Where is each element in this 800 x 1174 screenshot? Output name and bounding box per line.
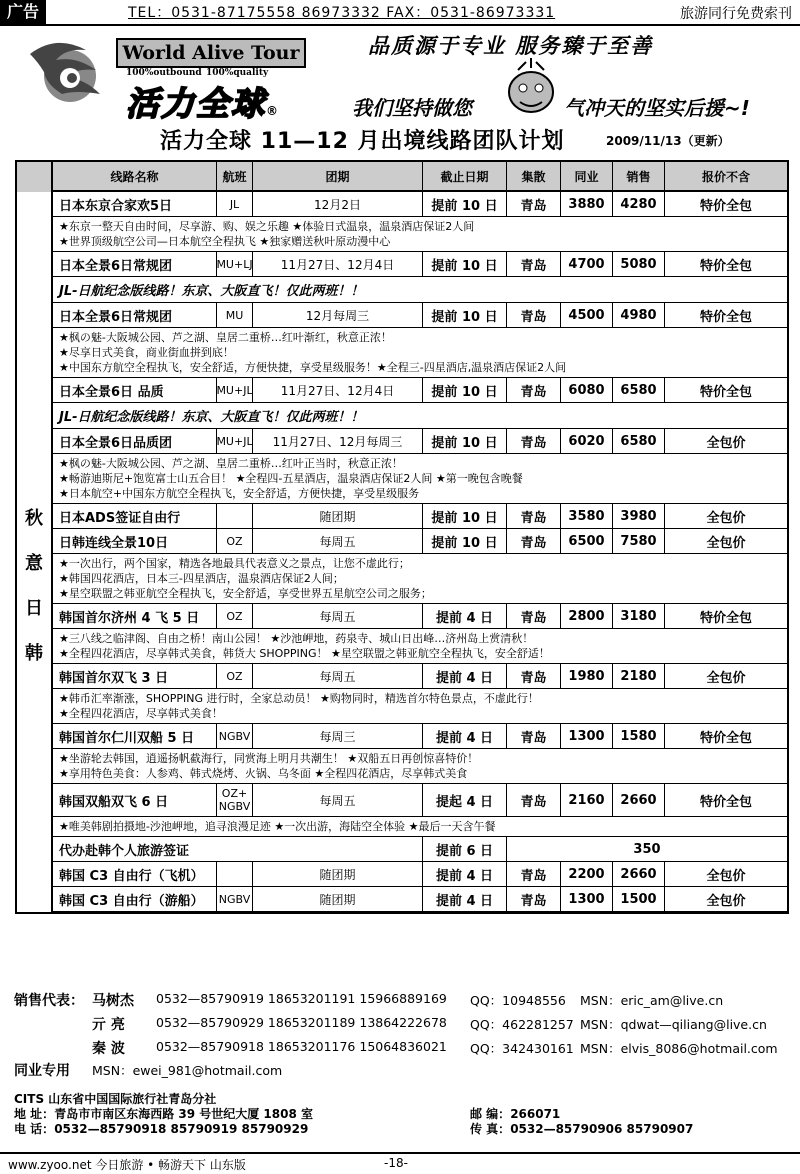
sale-price-cell: 2660 xyxy=(613,784,665,816)
note-line: ★畅游迪斯尼+饱览富士山五合目！ ★全程四-五星酒店，温泉酒店保证2人间 ★第一晚包含晚餐 xyxy=(59,472,523,485)
deadline-cell: 提前 10 日 xyxy=(423,303,507,327)
table-body xyxy=(17,192,787,912)
hub-cell: 青岛 xyxy=(507,303,561,327)
column-header: 线路名称 xyxy=(53,162,217,190)
route-name: 日本全景6日品质团 xyxy=(53,429,217,453)
slogan-line-2b: 气冲天的坚实后援~! xyxy=(564,96,750,120)
deadline-cell: 提前 10 日 xyxy=(423,252,507,276)
note-line: ★东京一整天自由时间，尽享游、购、娱之乐趣 ★体验日式温泉，温泉酒店保证2人间 xyxy=(59,220,475,233)
route-name: 韩国双船双飞 6 日 xyxy=(53,784,217,816)
page-number: -18- xyxy=(384,1156,408,1170)
table-header xyxy=(53,162,787,192)
tour-table xyxy=(15,160,789,914)
rep-qq: QQ：342430161 xyxy=(470,1041,574,1056)
deadline-cell: 提前 10 日 xyxy=(423,529,507,553)
flight-cell: OZ xyxy=(217,529,253,553)
peer-price-cell: 2200 xyxy=(561,862,613,886)
side-label-char: 韩 xyxy=(25,643,43,664)
sale-price-cell: 2180 xyxy=(613,664,665,688)
price-note-cell: 全包价 xyxy=(706,510,746,526)
registered-mark: ® xyxy=(266,104,280,118)
hub-cell: 青岛 xyxy=(507,378,561,402)
deadline-cell: 提前 4 日 xyxy=(423,724,507,748)
side-label-char: 日 xyxy=(25,598,43,619)
flight-cell: OZ xyxy=(217,664,253,688)
tour-dates: 每周五 xyxy=(253,664,423,688)
promo-banner: JL-日航纪念版线路！东京、大阪直飞！仅此两班！！ xyxy=(53,403,787,429)
sale-price-cell: 6580 xyxy=(613,429,665,453)
route-name: 日本东京合家欢5日 xyxy=(53,192,217,216)
top-bar xyxy=(0,0,800,26)
note-line: ★枫の魅-大阪城公园、芦之湖、皇居二重桥…红叶正当时，秋意正浓！ xyxy=(59,457,403,470)
price-note-cell: 特价全包 xyxy=(699,198,752,214)
route-name: 韩国首尔双飞 3 日 xyxy=(53,664,217,688)
note-line: ★韩币汇率渐涨，SHOPPING 进行时，全家总动员！ ★购物同时，精选首尔特色景点，不虚此行！ xyxy=(59,692,539,705)
tour-dates: 随团期 xyxy=(253,887,423,911)
company-postcode: 邮 编：266071 xyxy=(470,1107,561,1121)
table-row xyxy=(53,784,787,817)
deadline-cell: 提前 6 日 xyxy=(423,837,507,861)
deadline-cell: 提前 4 日 xyxy=(423,664,507,688)
company-address: 地 址：青岛市市南区东海西路 39 号世纪大厦 1808 室 xyxy=(14,1107,313,1121)
tour-dates: 每周五 xyxy=(253,529,423,553)
deadline-cell: 提前 4 日 xyxy=(423,604,507,628)
hub-cell: 青岛 xyxy=(507,862,561,886)
note-line: ★中国东方航空全程执飞，安全舒适，方便快捷，享受星级服务！★全程三-四星酒店,温泉酒店保证2人间 xyxy=(59,361,567,374)
side-corner xyxy=(17,162,53,192)
sale-price-cell: 6580 xyxy=(613,378,665,402)
hub-cell: 青岛 xyxy=(507,664,561,688)
sale-price-cell: 350 xyxy=(633,841,661,857)
note-line: ★星空联盟之韩亚航空全程执飞，安全舒适，享受世界五星航空公司之服务； xyxy=(59,587,432,600)
table-row xyxy=(53,252,787,277)
column-header: 同业 xyxy=(561,162,613,190)
column-header: 截止日期 xyxy=(423,162,507,190)
route-name: 代办赴韩个人旅游签证 xyxy=(53,837,423,861)
tour-dates: 11月27日、12月每周三 xyxy=(253,429,423,453)
rep-msn: MSN：eric_am@live.cn xyxy=(580,993,724,1008)
tour-dates: 11月27日、12月4日 xyxy=(253,378,423,402)
route-name: 韩国首尔济州 4 飞 5 日 xyxy=(53,604,217,628)
flight-cell xyxy=(217,504,253,528)
table-row xyxy=(53,862,787,887)
peer-price-cell: 6080 xyxy=(561,378,613,402)
peer-price-cell: 2160 xyxy=(561,784,613,816)
peer-price-cell: 1300 xyxy=(561,724,613,748)
flight-cell: NGBV xyxy=(217,724,253,748)
route-notes xyxy=(53,454,787,504)
sale-price-cell: 5080 xyxy=(613,252,665,276)
sale-price-cell: 3180 xyxy=(613,604,665,628)
hub-cell: 青岛 xyxy=(507,784,561,816)
price-note-cell: 全包价 xyxy=(706,535,746,551)
price-note-cell: 全包价 xyxy=(706,868,746,884)
note-line: ★三八线之临津阁、自由之桥！南山公园！ ★沙池岬地，药泉寺、城山日出峰…济州岛上赏清秋！ xyxy=(59,632,534,645)
sale-price-cell: 4280 xyxy=(613,192,665,216)
tour-dates: 12月每周三 xyxy=(253,303,423,327)
note-line: ★一次出行，两个国家，精选各地最具代表意义之景点，让您不虚此行； xyxy=(59,557,410,570)
logo-english-name: World Alive Tour xyxy=(116,38,306,68)
side-label-char: 秋 xyxy=(25,508,43,529)
note-line: ★枫の魅-大阪城公园、芦之湖、皇居二重桥…红叶渐红，秋意正浓！ xyxy=(59,331,392,344)
company-name: CITS 山东省中国国际旅行社青岛分社 xyxy=(14,1092,217,1106)
flight-cell: OZ xyxy=(217,604,253,628)
column-header: 集散 xyxy=(507,162,561,190)
tour-dates: 每周三 xyxy=(253,724,423,748)
route-name: 韩国首尔仁川双船 5 日 xyxy=(53,724,217,748)
tour-dates: 每周五 xyxy=(253,784,423,816)
sale-price-cell: 1500 xyxy=(613,887,665,911)
peer-price-cell: 6020 xyxy=(561,429,613,453)
route-notes xyxy=(53,749,787,784)
tour-dates: 随团期 xyxy=(253,504,423,528)
note-line: ★全程四花酒店，尽享韩式美食，韩货大 SHOPPING！ ★星空联盟之韩亚航空全程执飞，安全舒适！ xyxy=(59,647,550,660)
price-note-cell: 全包价 xyxy=(706,893,746,909)
ad-tag: 广告 xyxy=(0,0,46,24)
route-name: 韩国 C3 自由行（飞机） xyxy=(53,862,217,886)
note-line: ★坐游轮去韩国，逍遥扬帆截海行，同赏海上明月共潮生！ ★双船五日再创惊喜特价！ xyxy=(59,752,479,765)
rep-msn: MSN：elvis_8086@hotmail.com xyxy=(580,1041,778,1056)
note-line: ★唯美韩剧拍摄地-沙池岬地，追寻浪漫足迹 ★一次出游，海陆空全体验 ★最后一天含午餐 xyxy=(59,820,496,833)
rep-name: 秦 波 xyxy=(92,1041,125,1057)
page-title: 活力全球 11—12 月出境线路团队计划 xyxy=(160,129,565,154)
flight-cell: MU+LJ xyxy=(217,252,253,276)
route-name: 日本全景6日常规团 xyxy=(53,252,217,276)
note-line: ★韩国四花酒店，日本三-四星酒店，温泉酒店保证2人间； xyxy=(59,572,344,585)
hub-cell: 青岛 xyxy=(507,887,561,911)
slogan-line-1: 品质源于专业 服务臻于至善 xyxy=(368,34,654,58)
price-note-cell: 特价全包 xyxy=(699,730,752,746)
table-row xyxy=(53,378,787,403)
note-line: ★日本航空+中国东方航空全程执飞，安全舒适，方便快捷，享受星级服务 xyxy=(59,487,420,500)
peer-price-cell: 4700 xyxy=(561,252,613,276)
rep-qq: QQ：10948556 xyxy=(470,993,566,1008)
route-name: 韩国 C3 自由行（游船） xyxy=(53,887,217,911)
company-tel: 电 话：0532—85790918 85790919 85790929 xyxy=(14,1122,309,1136)
rep-name: 亓 亮 xyxy=(92,1017,125,1033)
rep-name: 马树杰 xyxy=(92,993,134,1009)
hub-cell: 青岛 xyxy=(507,192,561,216)
flight-cell xyxy=(217,862,253,886)
price-note-cell: 特价全包 xyxy=(699,258,752,274)
table-row xyxy=(53,604,787,629)
flight-cell: MU xyxy=(217,303,253,327)
price-note-cell: 特价全包 xyxy=(699,610,752,626)
sale-price-cell: 7580 xyxy=(613,529,665,553)
table-row xyxy=(53,429,787,454)
table-row xyxy=(53,192,787,217)
route-name: 日本全景6日常规团 xyxy=(53,303,217,327)
price-note-cell: 全包价 xyxy=(706,670,746,686)
column-header: 报价不含 xyxy=(701,169,750,184)
table-row xyxy=(53,887,787,912)
sale-price-cell: 2660 xyxy=(613,862,665,886)
tour-dates: 随团期 xyxy=(253,862,423,886)
column-header: 销售 xyxy=(613,162,665,190)
note-line: ★世界顶级航空公司—日本航空全程执飞 ★独家赠送秋叶原动漫中心 xyxy=(59,235,391,248)
rep-tel: 0532—85790918 18653201176 15064836021 xyxy=(156,1039,447,1054)
route-name: 日本ADS签证自由行 xyxy=(53,504,217,528)
hub-cell: 青岛 xyxy=(507,529,561,553)
hub-cell: 青岛 xyxy=(507,724,561,748)
route-notes xyxy=(53,629,787,664)
route-name: 日本全景6日 品质 xyxy=(53,378,217,402)
deadline-cell: 提前 10 日 xyxy=(423,429,507,453)
peer-price-cell: 2800 xyxy=(561,604,613,628)
note-line: ★尽享日式美食，商业街血拼到底！ xyxy=(59,346,234,359)
sale-price-cell: 4980 xyxy=(613,303,665,327)
promo-banner: JL-日航纪念版线路！东京、大阪直飞！仅此两班！！ xyxy=(53,277,787,303)
deadline-cell: 提前 4 日 xyxy=(423,887,507,911)
route-notes xyxy=(53,328,787,378)
note-line: ★全程四花酒店，尽享韩式美食！ xyxy=(59,707,223,720)
rep-tel: 0532—85790929 18653201189 13864222678 xyxy=(156,1015,447,1030)
sale-price-cell: 3980 xyxy=(613,504,665,528)
price-note-cell: 全包价 xyxy=(706,435,746,451)
rep-tel: 0532—85790919 18653201191 15966889169 xyxy=(156,991,447,1006)
flight-cell: OZ+ NGBV xyxy=(217,784,253,816)
peer-price-cell: 3880 xyxy=(561,192,613,216)
flight-cell: MU+JL xyxy=(217,378,253,402)
logo-sub-outbound: 100%outbound xyxy=(126,68,202,78)
price-note-cell: 特价全包 xyxy=(699,309,752,325)
footer xyxy=(0,1152,800,1174)
table-row xyxy=(53,664,787,689)
deadline-cell: 提前 10 日 xyxy=(423,378,507,402)
peer-price-cell: 4500 xyxy=(561,303,613,327)
rep-msn: MSN：qdwat—qiliang@live.cn xyxy=(580,1017,767,1032)
table-row xyxy=(53,504,787,529)
logo-sub-quality: 100%quality xyxy=(206,68,269,78)
peer-label: 同业专用 xyxy=(14,1063,70,1079)
tour-dates: 每周五 xyxy=(253,604,423,628)
logo-chinese-name: 活力全球® xyxy=(126,84,280,123)
sale-price-cell: 1580 xyxy=(613,724,665,748)
column-header: 航班 xyxy=(217,162,253,190)
deadline-cell: 提前 10 日 xyxy=(423,504,507,528)
tour-dates: 11月27日、12月4日 xyxy=(253,252,423,276)
hub-cell: 青岛 xyxy=(507,504,561,528)
swirl-logo-icon xyxy=(26,34,106,112)
route-notes xyxy=(53,817,787,837)
side-label-column xyxy=(17,192,53,912)
peer-price-cell: 1980 xyxy=(561,664,613,688)
tour-dates: 12月2日 xyxy=(253,192,423,216)
price-note-cell: 特价全包 xyxy=(699,794,752,810)
contact-line: TEL：0531-87175558 86973332 FAX：0531-86973331 xyxy=(128,5,556,21)
table-row xyxy=(53,529,787,554)
hub-cell: 青岛 xyxy=(507,604,561,628)
table-row xyxy=(53,303,787,328)
flight-cell: MU+JL xyxy=(217,429,253,453)
column-header: 团期 xyxy=(253,162,423,190)
route-name: 日韩连线全景10日 xyxy=(53,529,217,553)
peer-msn: MSN：ewei_981@hotmail.com xyxy=(92,1063,283,1078)
route-notes xyxy=(53,217,787,252)
rep-qq: QQ：462281257 xyxy=(470,1017,574,1032)
footer-site: www.zyoo.net 今日旅游 • 畅游天下 山东版 xyxy=(8,1158,246,1172)
side-label-char: 意 xyxy=(25,553,43,574)
flight-cell: JL xyxy=(217,192,253,216)
peer-price-cell: 3580 xyxy=(561,504,613,528)
route-notes xyxy=(53,689,787,724)
company-fax: 传 真：0532—85790906 85790907 xyxy=(470,1122,694,1136)
hub-cell: 青岛 xyxy=(507,429,561,453)
note-line: ★享用特色美食：人参鸡、韩式烧烤、火锅、乌冬面 ★全程四花酒店，尽享韩式美食 xyxy=(59,767,468,780)
free-index-note: 旅游同行免费索刊 xyxy=(680,6,792,22)
slogan-line-2a: 我们坚持做您 xyxy=(352,96,472,120)
sales-label: 销售代表： xyxy=(14,993,84,1009)
price-note-cell: 特价全包 xyxy=(699,384,752,400)
deadline-cell: 提前 4 日 xyxy=(423,862,507,886)
mascot-icon xyxy=(498,58,564,120)
flight-cell: NGBV xyxy=(217,887,253,911)
table-row xyxy=(53,724,787,749)
deadline-cell: 提前 10 日 xyxy=(423,192,507,216)
hub-cell: 青岛 xyxy=(507,252,561,276)
update-date: 2009/11/13（更新） xyxy=(606,134,730,148)
peer-price-cell: 6500 xyxy=(561,529,613,553)
table-row xyxy=(53,837,787,862)
peer-price-cell: 1300 xyxy=(561,887,613,911)
route-notes xyxy=(53,554,787,604)
deadline-cell: 提起 4 日 xyxy=(423,784,507,816)
